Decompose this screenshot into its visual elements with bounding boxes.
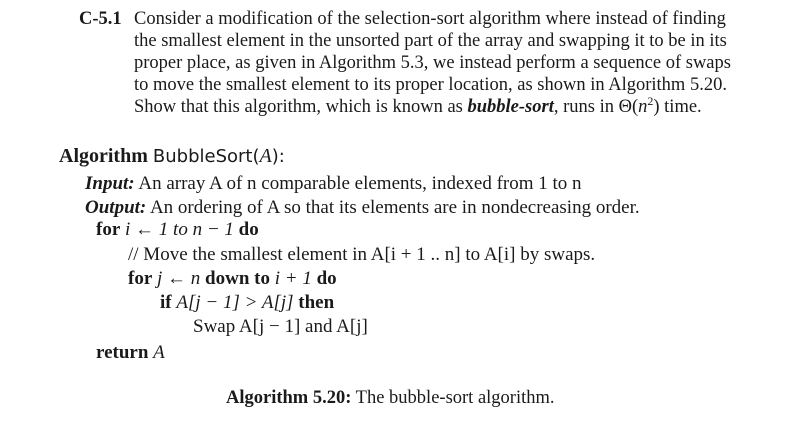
for-j-keyword: for xyxy=(128,268,153,289)
exercise-line-4: to move the smallest element to its proper location, as shown in Algorithm 5.20. xyxy=(134,75,727,95)
complexity-var: n xyxy=(638,97,648,117)
for-i-text: i ← 1 to n − 1 xyxy=(125,219,234,240)
exercise-line-1: Consider a modification of the selection-sort algorithm where instead of finding xyxy=(134,9,726,29)
for-j-do: do xyxy=(316,268,337,289)
bubble-sort-term: bubble-sort xyxy=(467,97,554,117)
exercise-line-5-mid: , runs in Θ( xyxy=(553,97,639,117)
return-line xyxy=(96,342,165,364)
output-text: An ordering of A so that its elements are in nondecreasing order. xyxy=(149,197,640,218)
comment-line: // Move the smallest element in A[i + 1 .. n] to A[i] by swaps. xyxy=(128,244,596,265)
if-then: then xyxy=(298,292,335,313)
input-text: An array A of n comparable elements, indexed from 1 to n xyxy=(138,173,582,194)
algorithm-param: A xyxy=(259,145,272,167)
for-j-text-1: j ← n xyxy=(157,268,201,289)
exercise-line-5 xyxy=(134,93,702,118)
input-label: Input: xyxy=(85,173,135,194)
algorithm-title-word: Algorithm xyxy=(59,145,148,167)
if-condition: A[j − 1] > A[j] xyxy=(176,292,294,313)
algorithm-name-close: ): xyxy=(271,146,285,167)
output-label: Output: xyxy=(85,197,147,218)
for-i-do: do xyxy=(238,219,259,240)
exercise-line-2: the smallest element in the unsorted part of the array and swapping it to be in its xyxy=(134,31,727,51)
for-j-text-2: i + 1 xyxy=(274,268,312,289)
exercise-line-3: proper place, as given in Algorithm 5.3, we instead perform a sequence of swaps xyxy=(134,53,731,73)
for-i-keyword: for xyxy=(96,219,121,240)
exercise-line-5-pre: Show that this algorithm, which is known as xyxy=(134,97,468,117)
caption-text: The bubble-sort algorithm. xyxy=(355,388,555,408)
exercise-label: C-5.1 xyxy=(79,9,122,29)
caption-label: Algorithm 5.20: xyxy=(226,388,352,408)
exercise-line-5-post: ) time. xyxy=(653,97,702,117)
if-keyword: if xyxy=(160,292,172,313)
output-line xyxy=(85,197,640,219)
input-line xyxy=(85,173,582,195)
algorithm-name: BubbleSort( xyxy=(152,146,260,167)
swap-line: Swap A[j − 1] and A[j] xyxy=(193,316,368,337)
return-value: A xyxy=(153,342,165,363)
figure-caption xyxy=(226,388,555,409)
for-j-line xyxy=(128,268,337,290)
complexity-exp: 2 xyxy=(647,93,654,108)
algorithm-title xyxy=(59,145,285,168)
for-j-down-to: down to xyxy=(205,268,270,289)
return-keyword: return xyxy=(96,342,149,363)
if-line xyxy=(160,292,334,314)
for-i-line xyxy=(96,219,259,241)
